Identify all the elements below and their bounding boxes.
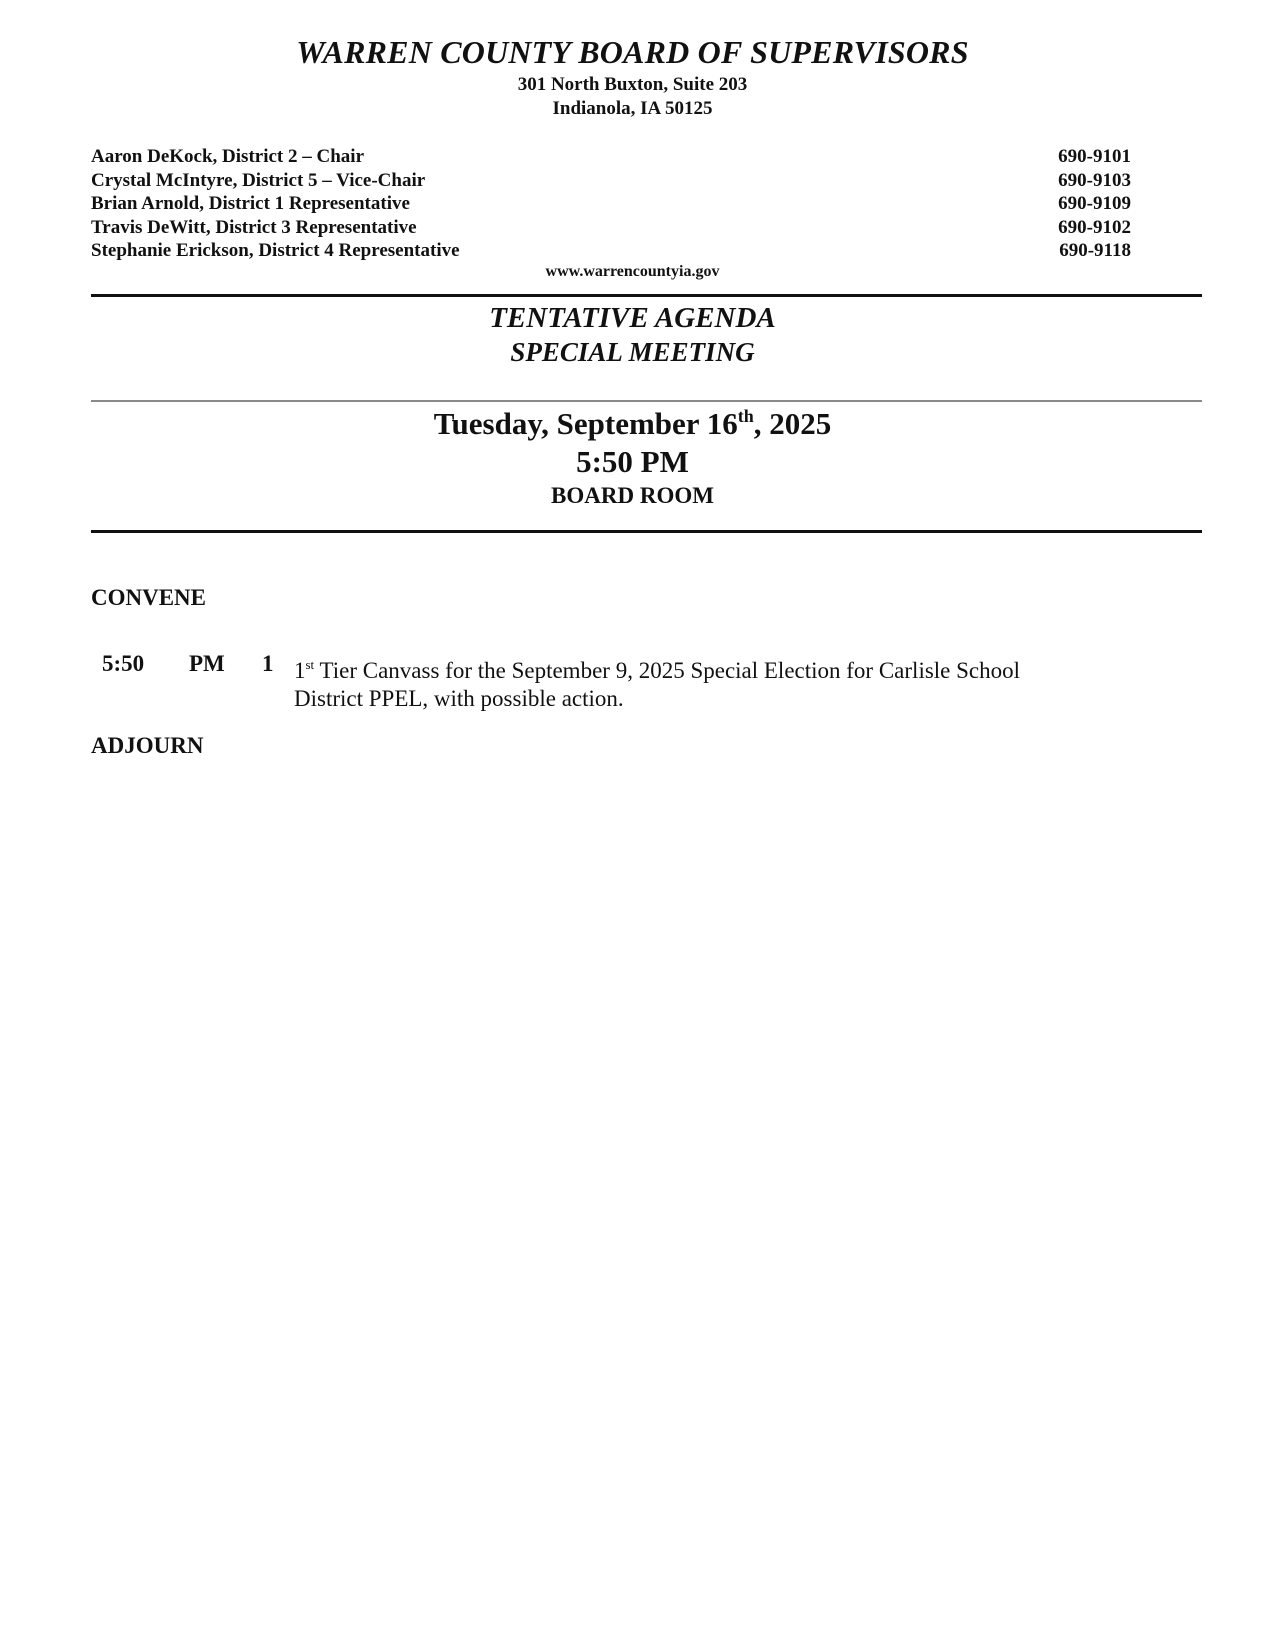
meeting-time: 5:50 PM	[576, 444, 689, 479]
member-row	[91, 216, 1131, 240]
member-row	[91, 239, 1131, 263]
member-name: Crystal McIntyre, District 5 – Vice-Chair	[91, 169, 426, 191]
convene-heading: CONVENE	[91, 585, 207, 610]
meeting-date	[0, 406, 1265, 442]
member-phone: 690-9118	[1059, 240, 1131, 261]
member-row	[91, 145, 1131, 169]
member-row	[91, 169, 1131, 193]
address-line-1: 301 North Buxton, Suite 203	[517, 74, 748, 95]
agenda-subtitle: SPECIAL MEETING	[510, 337, 755, 367]
agenda-item-ordinal-suffix: st	[305, 657, 315, 672]
agenda-item-number: 1	[262, 651, 274, 676]
member-row	[91, 192, 1131, 216]
member-name: Travis DeWitt, District 3 Representative	[91, 216, 417, 238]
website-link[interactable]: www.warrencountyia.gov	[545, 263, 720, 280]
org-title: WARREN COUNTY BOARD OF SUPERVISORS	[296, 34, 969, 70]
agenda-item-ampm: PM	[189, 651, 225, 676]
member-phone: 690-9102	[1058, 216, 1131, 238]
meeting-date-main: Tuesday, September 16	[433, 406, 738, 441]
agenda-item-line-1	[294, 651, 1094, 685]
agenda-title: TENTATIVE AGENDA	[489, 302, 776, 334]
member-phone: 690-9101	[1058, 146, 1131, 167]
member-phone: 690-9103	[1058, 169, 1131, 191]
address-line-2: Indianola, IA 50125	[552, 98, 713, 119]
agenda-item-time: 5:50	[102, 651, 145, 676]
agenda-item-description	[294, 651, 1094, 713]
date-divider	[91, 530, 1202, 533]
title-divider	[91, 400, 1202, 402]
member-name: Brian Arnold, District 1 Representative	[91, 193, 410, 214]
agenda-item-ordinal: 1	[294, 658, 306, 683]
member-name: Aaron DeKock, District 2 – Chair	[91, 146, 365, 167]
agenda-item-text-1: Tier Canvass for the September 9, 2025 Special Election for Carlisle School	[314, 658, 1021, 683]
adjourn-heading: ADJOURN	[91, 733, 204, 758]
board-members-list	[91, 145, 1131, 263]
member-phone: 690-9109	[1058, 193, 1131, 214]
meeting-date-year: , 2025	[753, 406, 832, 441]
member-name: Stephanie Erickson, District 4 Representative	[91, 240, 460, 261]
header-divider	[91, 294, 1202, 297]
meeting-date-ordinal: th	[737, 406, 754, 426]
meeting-location: BOARD ROOM	[551, 483, 714, 508]
agenda-item-line-2: District PPEL, with possible action.	[294, 686, 624, 711]
